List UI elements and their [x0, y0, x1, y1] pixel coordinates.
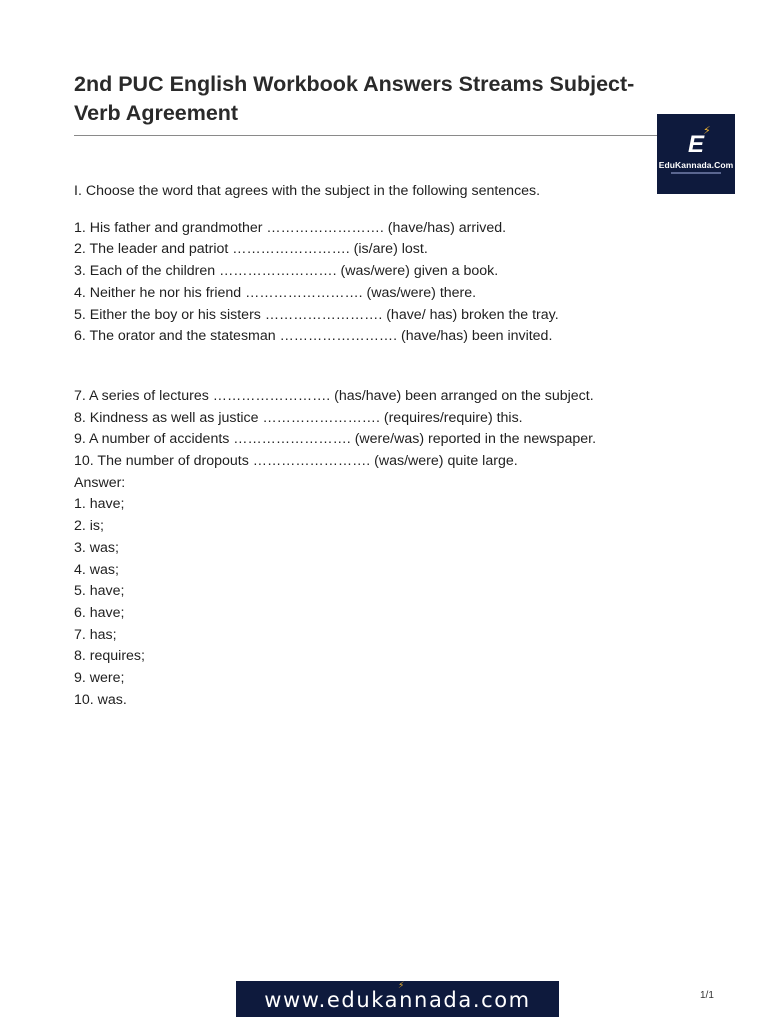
section-spacer: [74, 348, 674, 386]
lightning-bolt-icon: ⚡: [703, 125, 711, 137]
answer-item: 10. was.: [74, 691, 127, 708]
logo-underline: [671, 172, 721, 174]
answer-item: 3. was;: [74, 539, 119, 556]
worksheet-content: [74, 181, 674, 711]
document-title: 2nd PUC English Workbook Answers Streams Subject-Verb Agreement: [74, 72, 635, 125]
question-item: 7. A series of lectures ……………………. (has/have) been arranged on the subject.: [74, 387, 594, 404]
lightning-bolt-icon: ⚡: [398, 980, 405, 990]
question-item: 4. Neither he nor his friend ……………………. (was/were) there.: [74, 284, 477, 301]
question-item: 5. Either the boy or his sisters ……………………. (have/ has) broken the tray.: [74, 306, 559, 323]
question-item: 2. The leader and patriot ……………………. (is/are) lost.: [74, 241, 428, 258]
question-item: 6. The orator and the statesman ……………………. (have/has) been invited.: [74, 328, 553, 345]
footer-url: www.edukannada.com: [264, 988, 531, 1012]
logo-text: EduKannada.Com: [658, 160, 734, 170]
title-divider: [74, 135, 658, 136]
logo-mark: E: [687, 131, 704, 158]
question-item: 9. A number of accidents ……………………. (were/was) reported in the newspaper.: [74, 431, 597, 448]
answer-item: 8. requires;: [74, 648, 145, 665]
answer-heading: Answer:: [74, 474, 126, 491]
instruction-text: I. Choose the word that agrees with the subject in the following sentences.: [74, 183, 541, 199]
answer-item: 6. have;: [74, 604, 125, 621]
question-list-part1: [74, 218, 674, 348]
answer-item: 2. is;: [74, 518, 104, 535]
answer-item: 4. was;: [74, 561, 119, 578]
answer-item: 9. were;: [74, 670, 125, 687]
answer-item: 5. have;: [74, 583, 125, 600]
page-number: 1/1: [700, 990, 714, 1001]
question-list-part2: [74, 386, 674, 473]
question-item: 1. His father and grandmother ……………………. (have/has) arrived.: [74, 219, 507, 236]
question-item: 10. The number of dropouts ……………………. (was/were) quite large.: [74, 453, 518, 470]
question-item: 8. Kindness as well as justice ……………………. (requires/require) this.: [74, 409, 523, 426]
question-item: 3. Each of the children ……………………. (was/were) given a book.: [74, 263, 499, 280]
answer-item: 7. has;: [74, 626, 117, 643]
footer-banner: [236, 981, 559, 1017]
answer-list: [74, 494, 674, 711]
answer-item: 1. have;: [74, 496, 125, 513]
